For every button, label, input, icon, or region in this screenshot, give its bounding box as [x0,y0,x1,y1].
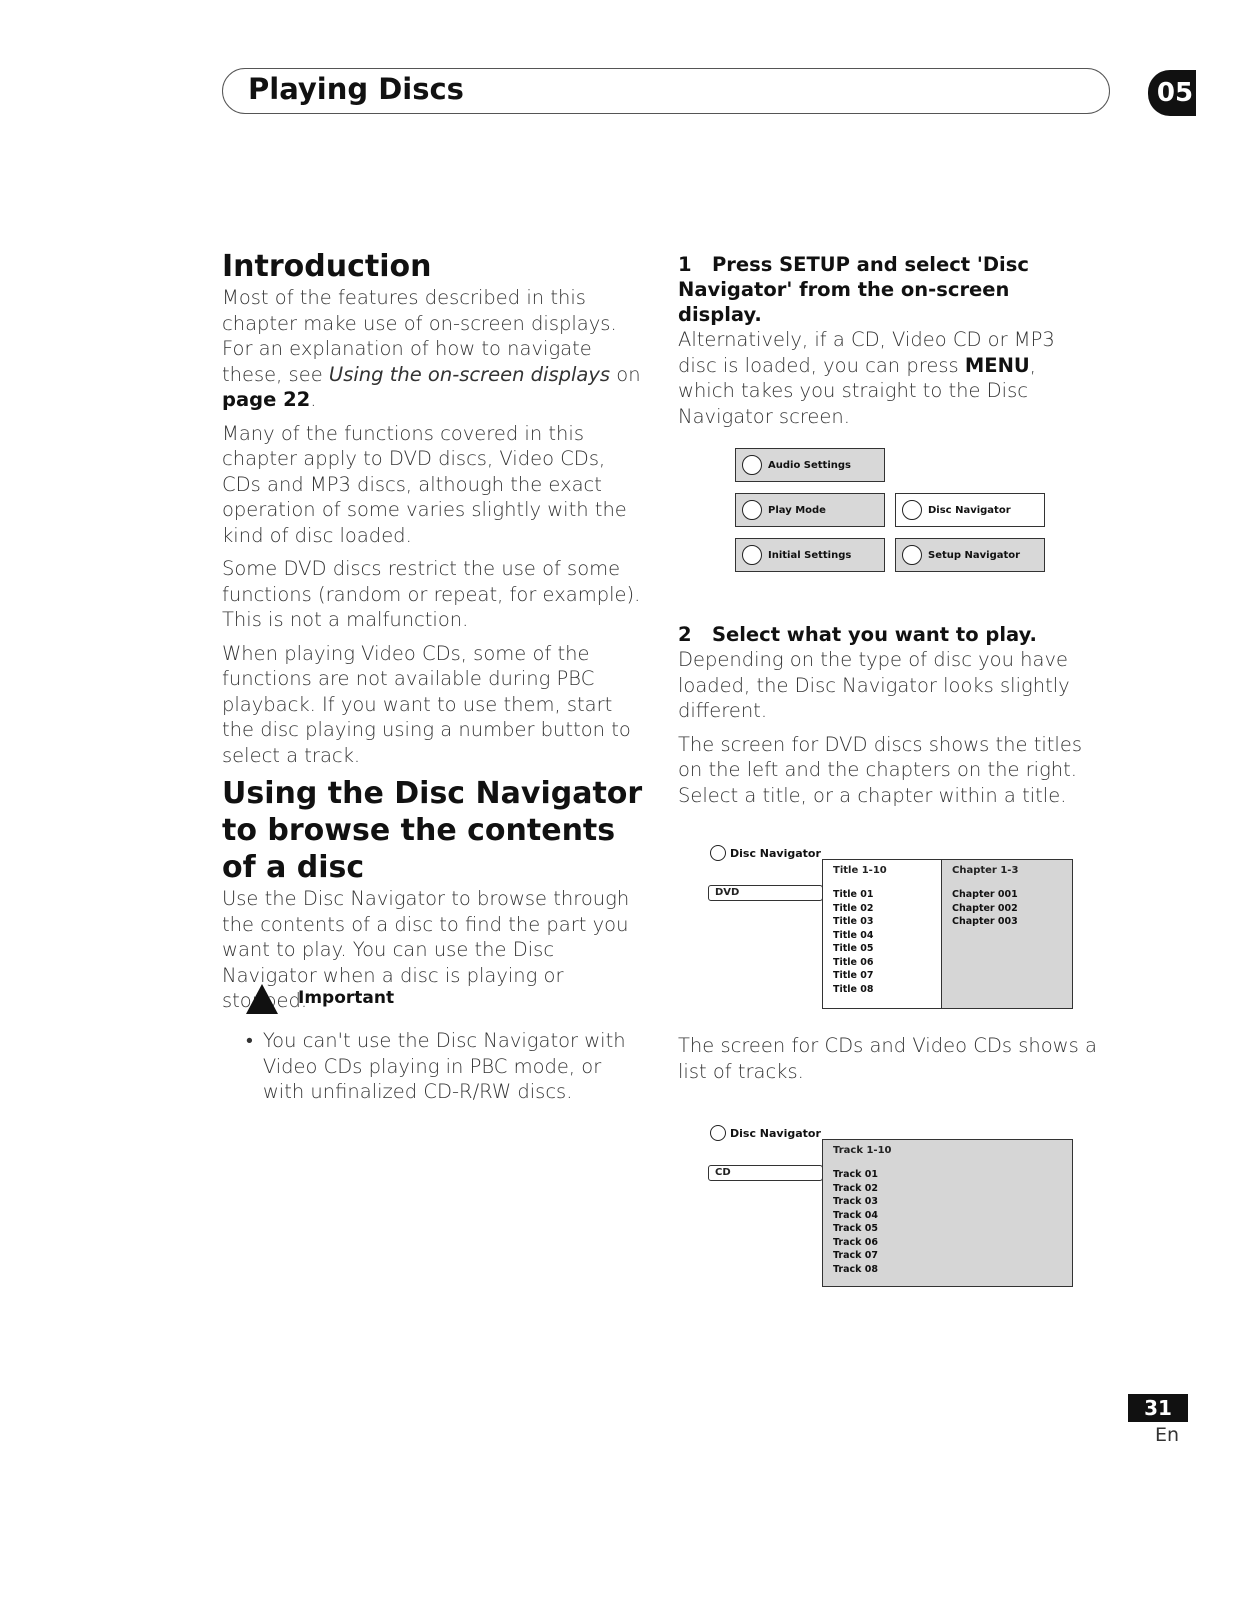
cd-navigator-title [710,1125,821,1141]
list-item[interactable]: Chapter 003 [952,916,1018,927]
disc-icon [710,1125,726,1141]
setup-navigator-icon [902,545,922,565]
setup-navigator-label: Setup Navigator [928,549,1021,561]
disc-type-tag: CD [708,1165,823,1181]
chapters-list [941,859,1073,1009]
tracks-items [823,1162,1072,1276]
disc-navigator-section [222,775,652,1014]
disc-navigator-button[interactable] [895,493,1045,527]
list-item[interactable]: Title 02 [833,902,874,914]
list-item[interactable]: Track 03 [833,1196,879,1207]
list-item[interactable]: Title 01 [833,889,874,900]
disc-navigator-paragraph: Use the Disc Navigator to browse through the contents of a disc to find the part you want to play. You can use the Disc Navigator when a disc is playing or stopped. [222,887,630,1012]
list-item[interactable]: Title 07 [833,970,874,981]
audio-settings-label: Audio Settings [768,459,851,471]
list-item[interactable]: Title 04 [833,929,874,941]
audio-settings-button[interactable] [735,448,885,482]
language-label: En [1155,1424,1180,1446]
introduction-section [222,248,647,768]
page-number: 31 [1128,1394,1188,1422]
cd-navigator-title-text: Disc Navigator [730,1126,821,1140]
tracks-header: Track 1-10 [833,1145,892,1156]
list-item[interactable]: Track 02 [833,1182,879,1194]
list-item[interactable]: Title 03 [833,916,874,927]
dvd-navigator-screen [710,845,1075,1010]
setup-navigator-button[interactable] [895,538,1045,572]
play-mode-button[interactable] [735,493,885,527]
step-1-heading: 1 Press SETUP and select 'Disc Navigator' from the on-screen display. [678,253,1029,326]
important-bullet-text: You can't use the Disc Navigator with Video CDs playing in PBC mode, or with unfinalized CD-R/RW discs. [262,1029,626,1103]
disc-navigator-label: Disc Navigator [928,504,1011,516]
disc-navigator-heading: Using the Disc Navigator to browse the contents of a disc [222,776,643,885]
step-2-paragraph-3: The screen for CDs and Video CDs shows a list of tracks. [678,1034,1097,1083]
list-item[interactable]: Title 08 [833,983,874,995]
initial-settings-button[interactable] [735,538,885,572]
intro-paragraph-2: Many of the functions covered in this chapter apply to DVD discs, Video CDs, CDs and MP3 discs, although the exact operation of some varies slightly with the kind of disc loaded. [222,421,627,547]
intro-paragraph-4: When playing Video CDs, some of the functions are not available during PBC playback. If you want to use them, start the disc playing using a number button to select a track. [222,641,631,767]
speaker-icon [742,455,762,475]
intro-paragraph-3: Some DVD discs restrict the use of some functions (random or repeat, for example). This is not a malfunction. [222,557,641,631]
bullet-icon: • [246,1029,253,1052]
step-2 [678,622,1098,808]
disc-icon [902,500,922,520]
list-item[interactable]: Title 06 [833,956,874,968]
step-2-paragraph-2: The screen for DVD discs shows the titles on the left and the chapters on the right. Select a title, or a chapter within a title. [678,732,1082,807]
disc-type-tag: DVD [708,885,823,901]
chapter-badge: 05 [1148,70,1196,116]
titles-header: Title 1-10 [833,865,887,876]
step-1 [678,252,1098,429]
step-2-paragraph-1: Depending on the type of disc you have loaded, the Disc Navigator looks slightly different. [678,648,1070,722]
setup-menu-screen [735,448,1055,578]
important-label: Important [298,988,395,1008]
intro-paragraph-1: Most of the features described in this chapter make use of on-screen displays. For an explanation of how to navigate these, see Using the on-screen displays on page 22. [222,286,641,411]
titles-list [822,859,942,1009]
important-bullet [246,1028,646,1105]
initial-settings-icon [742,545,762,565]
list-item[interactable]: Chapter 002 [952,902,1018,914]
chapters-header: Chapter 1-3 [952,865,1019,876]
step-1-text: Alternatively, if a CD, Video CD or MP3 disc is loaded, you can press MENU, which takes you straight to the Disc Navigator screen. [678,328,1055,428]
titles-items [823,882,941,996]
list-item[interactable]: Title 05 [833,943,874,954]
list-item[interactable]: Track 04 [833,1209,879,1221]
initial-settings-label: Initial Settings [768,549,852,561]
list-item[interactable]: Track 01 [833,1169,879,1180]
list-item[interactable]: Track 05 [833,1223,879,1234]
list-item[interactable]: Track 08 [833,1263,879,1275]
disc-icon [710,845,726,861]
play-mode-icon [742,500,762,520]
page-title: Playing Discs [248,72,464,106]
tracks-list [822,1139,1073,1287]
play-mode-label: Play Mode [768,504,826,516]
step-2-heading: 2 Select what you want to play. [678,623,1037,646]
introduction-heading: Introduction [222,249,432,284]
list-item[interactable]: Chapter 001 [952,889,1018,900]
warning-icon [246,984,278,1014]
list-item[interactable]: Track 06 [833,1236,879,1248]
chapters-items [942,882,1072,929]
dvd-navigator-title-text: Disc Navigator [730,846,821,860]
list-item[interactable]: Track 07 [833,1250,879,1261]
dvd-navigator-title [710,845,821,861]
cd-navigator-screen [710,1125,1075,1290]
